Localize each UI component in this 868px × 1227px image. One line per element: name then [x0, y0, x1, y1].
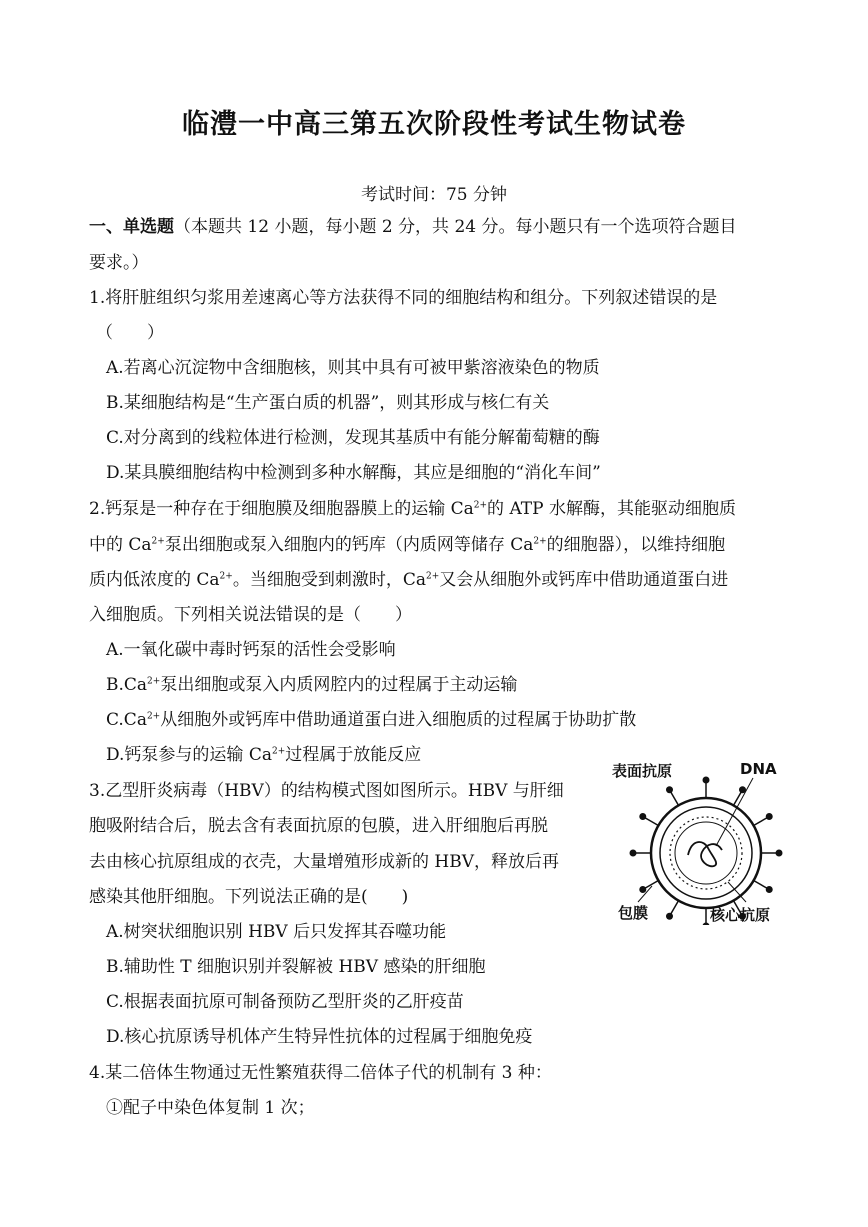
superscript: 2+ [219, 571, 233, 582]
text: 的细胞器），以维持细胞 [546, 535, 726, 555]
spike-stalk [754, 881, 767, 889]
q1-option-d: D.某具膜细胞结构中检测到多种水解酶，其应是细胞的“消化车间” [106, 463, 601, 483]
text: 泵出细胞或泵入细胞内的钙库（内质网等储存 Ca [164, 535, 534, 555]
label-envelope: 包膜 [618, 904, 649, 922]
q2-stem-1 [89, 499, 736, 519]
spike-head [630, 850, 637, 857]
spike-head [766, 886, 773, 893]
q4-item-1: ①配子中染色体复制 1 次； [106, 1098, 315, 1118]
q1-stem: 1.将肝脏组织匀浆用差速离心等方法获得不同的细胞结构和组分。下列叙述错误的是 [89, 288, 718, 308]
q4-stem: 4.某二倍体生物通过无性繁殖获得二倍体子代的机制有 3 种： [89, 1063, 552, 1083]
superscript: 2+ [473, 500, 488, 511]
text: 从细胞外或钙库中借助通道蛋白进入细胞质的过程属于协助扩散 [160, 710, 637, 730]
spike-head [776, 850, 783, 857]
q3-stem-2: 胞吸附结合后，脱去含有表面抗原的包膜，进入肝细胞后再脱 [89, 816, 548, 836]
text: C.Ca [106, 710, 147, 730]
text: 。当细胞受到刺激时，Ca [232, 570, 426, 590]
q1-option-c: C.对分离到的线粒体进行检测，发现其基质中有能分解葡萄糖的酶 [106, 428, 600, 448]
q3-option-a: A.树突状细胞识别 HBV 后只发挥其吞噬功能 [106, 922, 447, 942]
q2-option-d [106, 745, 421, 765]
spike-head [703, 777, 710, 784]
section-heading: 一、单选题 [89, 217, 174, 237]
spike-head [666, 913, 673, 920]
q2-option-c [106, 710, 636, 730]
spike-head [639, 886, 646, 893]
hbv-diagram [608, 760, 798, 925]
section-desc-2: 要求。） [89, 253, 149, 273]
text: 过程属于放能反应 [285, 745, 422, 765]
spike-stalk [754, 818, 767, 826]
spike-stalk [671, 901, 679, 914]
q3-stem-4: 感染其他肝细胞。下列说法正确的是( ) [89, 887, 409, 907]
exam-time: 考试时间：75 分钟 [360, 185, 508, 205]
section-heading-line [89, 217, 737, 237]
q1-option-b: B.某细胞结构是“生产蛋白质的机器”，则其形成与核仁有关 [106, 393, 550, 413]
capsid-inner [675, 822, 737, 884]
spike-stalk [734, 792, 742, 805]
text: B.Ca [106, 675, 148, 695]
superscript: 2+ [146, 711, 161, 722]
q3-option-b: B.辅助性 T 细胞识别并裂解被 HBV 感染的肝细胞 [106, 957, 486, 977]
text: D.钙泵参与的运输 Ca [106, 745, 272, 765]
text: 又会从细胞外或钙库中借助通道蛋白进 [439, 570, 729, 590]
q3-option-c: C.根据表面抗原可制备预防乙型肝炎的乙肝疫苗 [106, 992, 464, 1012]
text: 的 ATP 水解酶，其能驱动细胞质 [487, 499, 736, 519]
superscript: 2+ [425, 571, 440, 582]
text: 质内低浓度的 Ca [89, 570, 220, 590]
q1-blank: （ ） [96, 323, 164, 343]
q2-stem-2 [89, 535, 725, 555]
q1-option-a: A.若离心沉淀物中含细胞核，则其中具有可被甲紫溶液染色的物质 [106, 358, 600, 378]
q3-stem-3: 去由核心抗原组成的衣壳，大量增殖形成新的 HBV，释放后再 [89, 852, 559, 872]
text: 中的 Ca [89, 535, 152, 555]
superscript: 2+ [271, 746, 286, 757]
label-dna: DNA [740, 760, 777, 778]
superscript: 2+ [147, 676, 161, 687]
text: 泵出细胞或泵入内质网腔内的过程属于主动运输 [160, 675, 518, 695]
superscript: 2+ [533, 536, 547, 547]
superscript: 2+ [151, 536, 165, 547]
label-surface-antigen: 表面抗原 [612, 762, 673, 780]
q2-option-b [106, 675, 517, 695]
section-desc: （本题共 12 小题，每小题 2 分，共 24 分。每小题只有一个选项符合题目 [174, 217, 737, 237]
q3-stem-1: 3.乙型肝炎病毒（HBV）的结构模式图如图所示。HBV 与肝细 [89, 781, 564, 801]
q3-option-d: D.核心抗原诱导机体产生特异性抗体的过程属于细胞免疫 [106, 1027, 533, 1047]
spike-head [766, 813, 773, 820]
spike-head [666, 786, 673, 793]
spike-stalk [645, 818, 658, 826]
q2-stem-4: 入细胞质。下列相关说法错误的是（ ） [89, 605, 412, 625]
exam-title: 临澧一中高三第五次阶段性考试生物试卷 [182, 109, 686, 140]
spike-head [639, 813, 646, 820]
q2-option-a: A.一氧化碳中毒时钙泵的活性会受影响 [106, 640, 396, 660]
spike-stalk [671, 792, 679, 805]
spike-head [703, 923, 710, 926]
label-core-antigen: 核心抗原 [710, 906, 771, 924]
hbv-structure-figure [608, 760, 798, 925]
q2-stem-3 [89, 570, 728, 590]
text: 2.钙泵是一种存在于细胞膜及细胞器膜上的运输 Ca [89, 499, 474, 519]
